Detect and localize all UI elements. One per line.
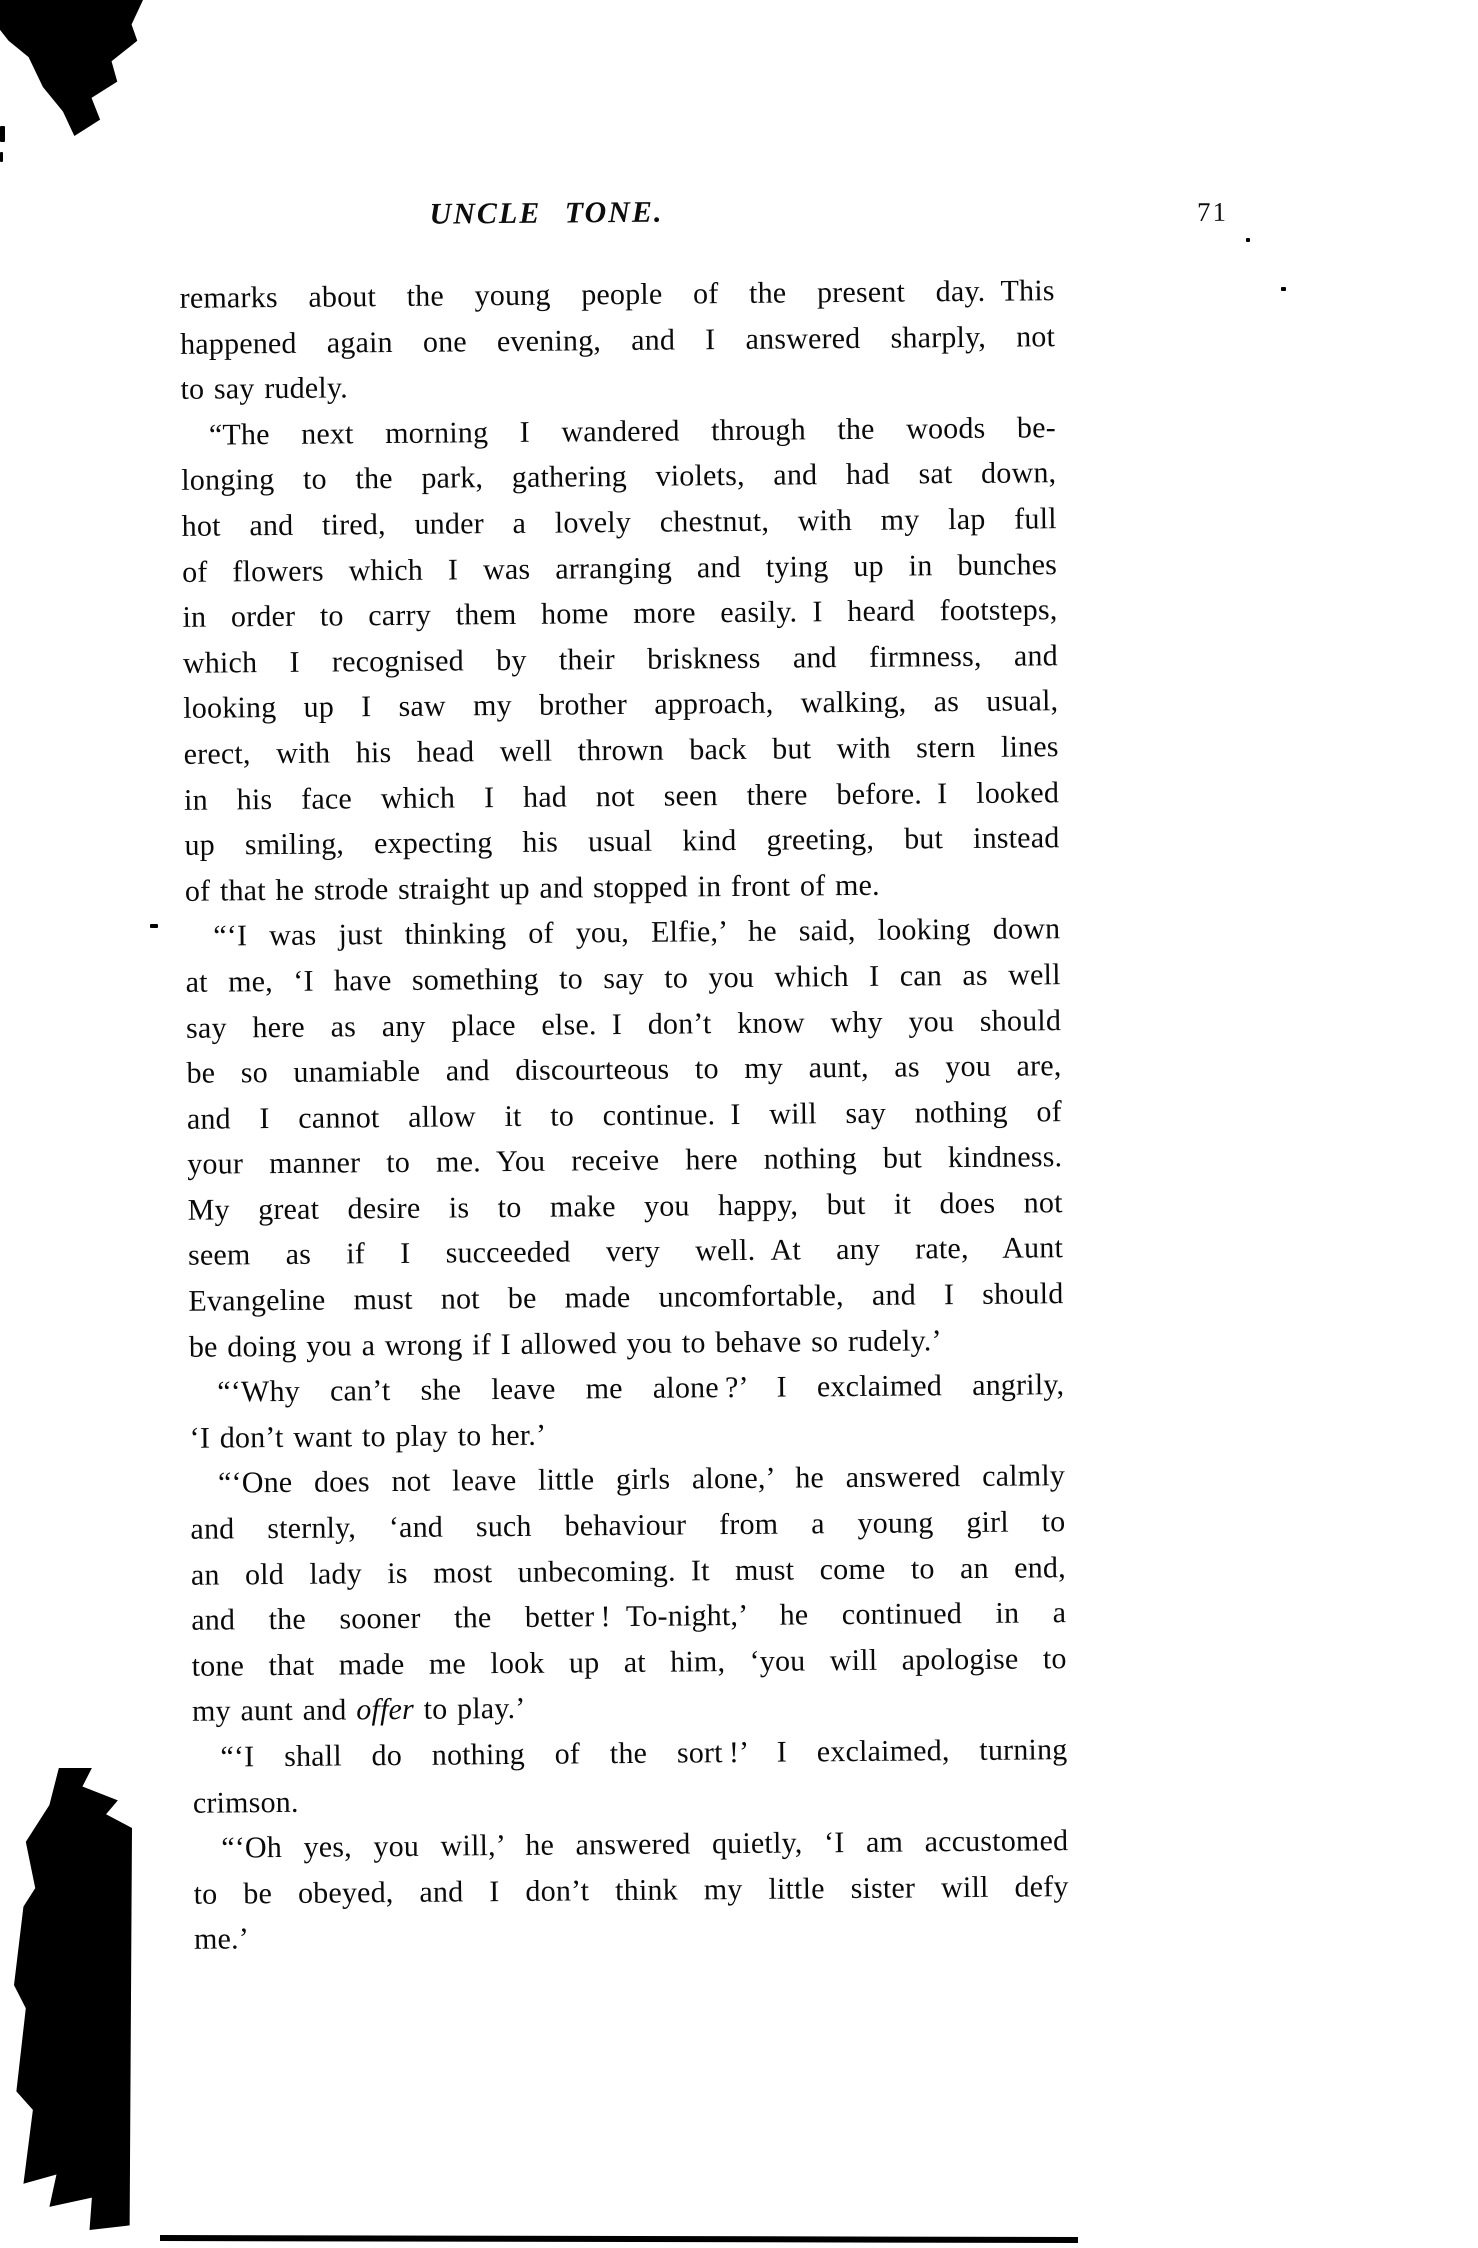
text-line: erect, with his head well thrown back but with stern lines [183,730,1059,771]
text-line: your manner to me. You receive here nothing but kindness. [187,1140,1063,1182]
paragraph [180,268,1056,412]
text-line: of that he strode straight up and stopped in front of me. [184,868,880,908]
text-column [179,192,1229,1963]
scan-speck [0,126,5,142]
text-line: tone that made me look up at him, ‘you will apologise to [191,1641,1067,1683]
text-line: longing to the park, gathering violets, and had sat down, [181,456,1057,498]
text-line: and sternly, ‘and such behaviour from a young girl to [190,1505,1066,1546]
text-line: “‘I shall do nothing of the sort !’ I exclaimed, turning [220,1733,1068,1774]
text-line: “‘Why can’t she leave me alone ?’ I exclaimed angrily, [217,1368,1065,1409]
paragraph [192,1727,1068,1826]
text-line: ‘I don’t want to play to her.’ [189,1418,547,1455]
text-line: My great desire is to make you happy, but it does not [187,1186,1063,1227]
text-line: to say rudely. [180,371,348,407]
ink-blot-top-left [0,0,143,136]
text-line: and I cannot allow it to continue. I will say nothing of [186,1094,1062,1136]
text-line: in his face which I had not seen there before. I looked [183,775,1060,817]
text-line: to be obeyed, and I don’t think my little sister will defy [193,1869,1069,1911]
text-line: looking up I saw my brother approach, walking, as usual, [183,684,1059,726]
text-line: Evangeline must not be made uncomfortable, and I should [188,1277,1064,1318]
text-line: “‘One does not leave little girls alone,’ he answered calmly [217,1459,1066,1500]
text-line: say here as any place else. I don’t know why you should [185,1003,1062,1045]
text-line: up smiling, expecting his usual kind greeting, but instead [184,821,1060,862]
text-line [192,1682,1067,1735]
text-line: hot and tired, under a lovely chestnut, with my lap full [181,502,1057,543]
paragraph [185,906,1064,1370]
text-line: be doing you a wrong if I allowed you to behave so rudely.’ [188,1323,942,1364]
text-segment: my aunt and [191,1693,357,1729]
text-line: “The next morning I wandered through the woods be- [208,410,1057,452]
text-line: of flowers which I was arranging and tying up in bunches [181,547,1058,589]
text-line: “‘I was just thinking of you, Elfie,’ he said, looking down [213,912,1061,953]
text-line: which I recognised by their briskness and firmness, and [182,638,1059,680]
scan-speck [1281,287,1286,291]
text-segment: to play.’ [413,1692,526,1727]
page-title: UNCLE TONE. [429,195,664,231]
scan-speck [150,924,158,928]
text-line: an old lady is most unbecoming. It must come to an end, [190,1550,1066,1592]
paragraph [189,1362,1065,1461]
text-line: crimson. [192,1785,299,1820]
paragraph [193,1818,1069,1962]
paragraph [181,405,1060,914]
paragraph [190,1454,1067,1735]
scan-speck [0,152,3,162]
text-line: “‘Oh yes, you will,’ he answered quietly, ‘I am accustomed [221,1824,1069,1865]
page-number: 71 [1196,196,1229,227]
scan-edge-line [160,2235,1078,2243]
text-line: remarks about the young people of the present day. This [179,274,1055,315]
text-line: me.’ [193,1922,250,1957]
running-header [179,192,1229,276]
text-line: and the sooner the better ! To-night,’ he continued in a [191,1596,1067,1638]
text-line: be so unamiable and discourteous to my aunt, as you are, [186,1049,1062,1090]
text-line: in order to carry them home more easily. I heard footsteps, [182,593,1058,634]
text-line: at me, ‘I have something to say to you which I can as well [185,958,1061,999]
scan-speck [1246,238,1250,242]
text-line: seem as if I succeeded very well. At any rate, Aunt [187,1231,1064,1273]
emphasis-word: offer [356,1693,415,1727]
ink-blot-bottom-left [14,1768,132,2230]
text-line: happened again one evening, and I answered sharply, not [179,319,1056,361]
